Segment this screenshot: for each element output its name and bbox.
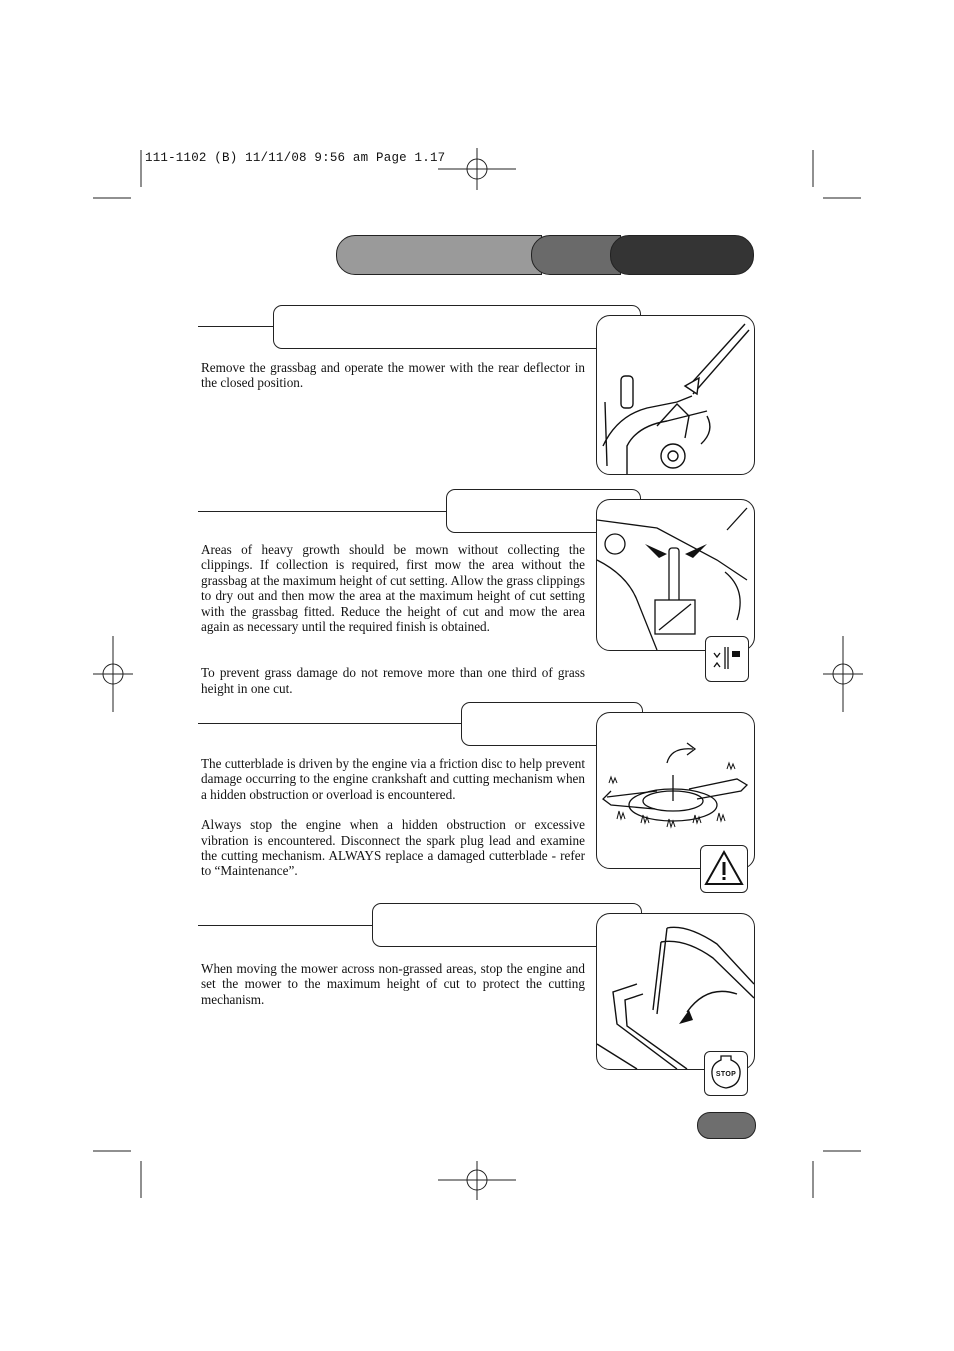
section-heading-box-1 [273,305,641,349]
paragraph: Areas of heavy growth should be mown without collecting the clippings. If collection is required, first mow the area without the grassbag at the maximum height of cut setting. Allow the grass clippings to dry out and then mow the area at the maximum height of cut setting with the grassbag fitted. Reduce the height of cut and mow the area again as necessary until the required finish is obtained. [201,542,585,635]
section-3-text [201,756,585,879]
section-1-text [201,360,585,391]
warning-triangle-icon [700,845,748,893]
header-tab-light [336,235,542,275]
figure-rear-deflector [596,315,755,475]
paragraph: To prevent grass damage do not remove more than one third of grass height in one cut. [201,665,585,696]
section-rule-4 [198,925,373,926]
stop-label: STOP [715,1071,737,1078]
paragraph: Remove the grassbag and operate the mower with the rear deflector in the closed position. [201,360,585,391]
figure-handle-lever [596,913,755,1070]
page-number-tab [697,1112,756,1139]
stop-icon [704,1051,748,1096]
section-rule-3 [198,723,461,724]
header-tab-mid [531,235,621,275]
section-rule-2 [198,511,446,512]
header-tab-dark [610,235,754,275]
figure-height-lever [596,499,755,651]
section-2-text [201,542,585,696]
paragraph: Always stop the engine when a hidden obstruction or excessive vibration is encountered. Disconnect the spark plug lead and examine the cutting mechanism. ALWAYS replace a damaged cutterblade - refer to “Maintenance”. [201,817,585,879]
paragraph: The cutterblade is driven by the engine via a friction disc to help prevent damage occurring to the engine crankshaft and cutting mechanism when a hidden obstruction or overload is encountered. [201,756,585,802]
paragraph: When moving the mower across non-grassed areas, stop the engine and set the mower to the maximum height of cut to protect the cutting mechanism. [201,961,585,1007]
section-4-text [201,961,585,1007]
height-adjust-icon [705,636,749,682]
print-slug: 111-1102 (B) 11/11/08 9:56 am Page 1.17 [145,151,446,165]
section-rule-1 [198,326,274,327]
